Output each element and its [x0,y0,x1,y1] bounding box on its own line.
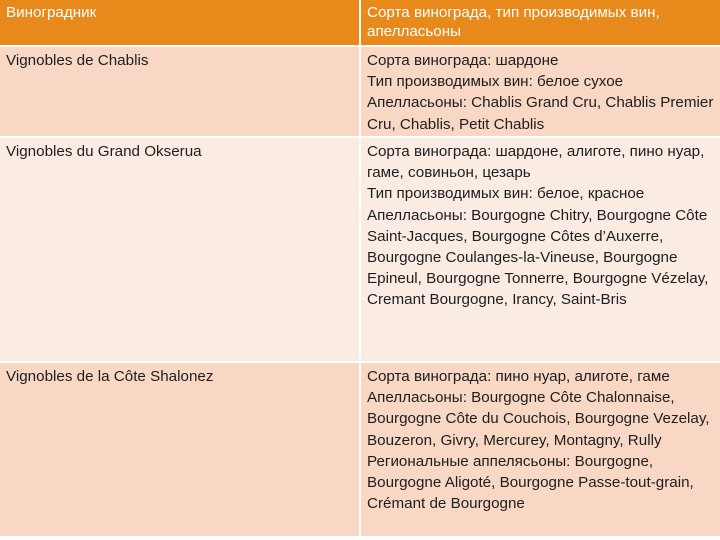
detail-line: Апелласьоны: Bourgogne Chitry, Bourgogne Côte Saint-Jacques, Bourgogne Côtes d’Auxerre, Bourgogne Coulanges-la-Vineuse, Bourgogne Epineul, Bourgogne Tonnerre, Bourgogne Vézelay, Cremant Bourgogne, Irancy, Saint-Bris [367,206,709,309]
vineyard-name: Vignobles du Grand Okserua [0,137,360,362]
table-row [0,46,720,137]
vineyard-name: Vignobles de Chablis [0,46,360,137]
header-vineyard: Виноградник [0,0,360,46]
header-grapes-wines-appellations: Сорта винограда, тип производимых вин, апелласьоны [360,0,720,46]
detail-line: Сорта винограда: шардоне, алиготе, пино нуар, гаме, совиньон, цезарь [367,143,705,182]
detail-line: Тип производимых вин: белое, красное [367,185,645,203]
vineyard-details [360,362,720,537]
detail-line: Региональные аппелясьоны: Bourgogne, Bourgogne Aligoté, Bourgogne Passe-tout-grain, Crémant de Bourgogne [367,452,694,513]
detail-line: Апелласьоны: Bourgogne Côte Chalonnaise, Bourgogne Côte du Couchois, Bourgogne Vezelay, Bouzeron, Givry, Mercurey, Montagny, Rully [367,389,710,449]
detail-line: Сорта винограда: шардоне [367,52,559,69]
detail-line: Сорта винограда: пино нуар, алиготе, гаме [367,368,670,385]
table-row [0,137,720,362]
detail-line: Тип производимых вин: белое сухое [367,73,624,91]
vineyard-details [360,137,720,362]
table-header-row [0,0,720,46]
vineyard-name: Vignobles de la Côte Shalonez [0,362,360,537]
detail-line: Апелласьоны: Chablis Grand Cru, Chablis Premier Cru, Chablis, Petit Chablis [367,94,714,133]
vineyard-details [360,46,720,137]
table-row [0,362,720,537]
